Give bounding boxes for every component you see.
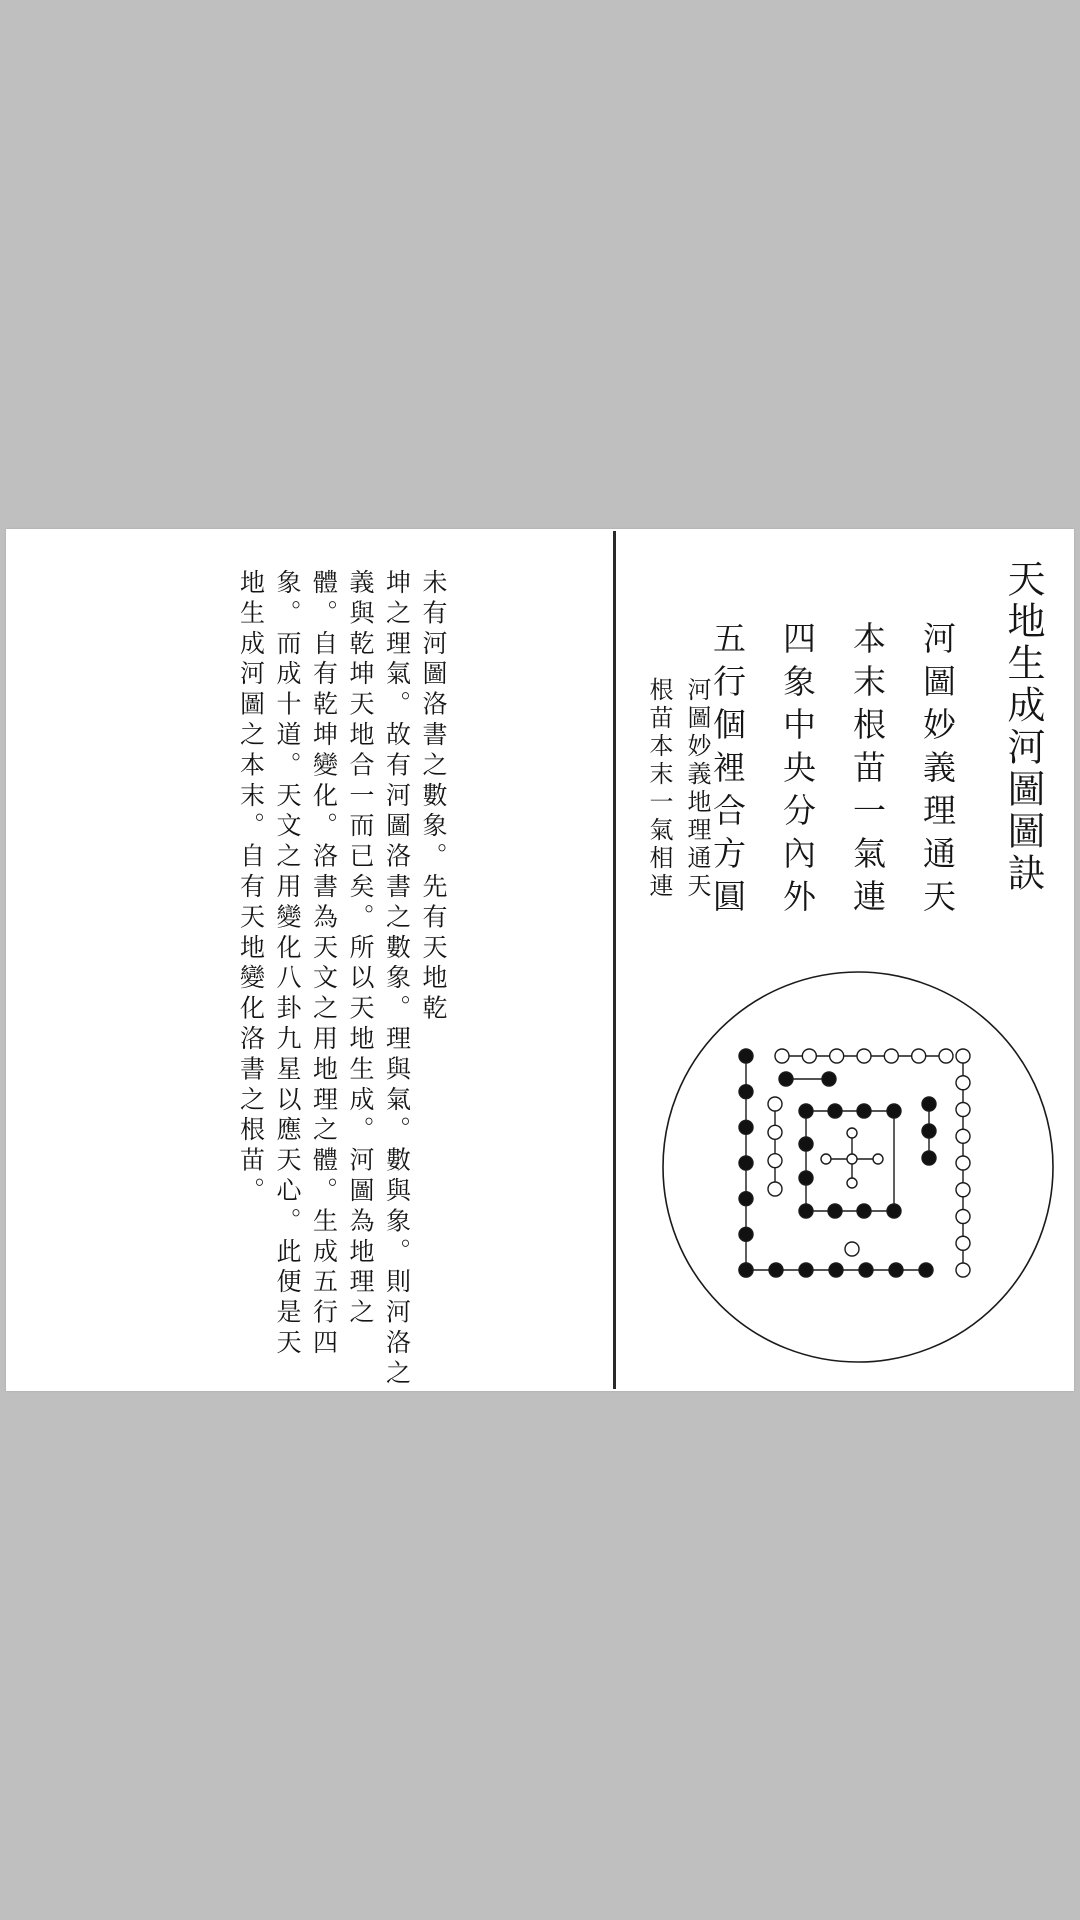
center-ten-dot	[857, 1204, 871, 1218]
center-ten-dot	[857, 1104, 871, 1118]
east-outer-nine-dot	[956, 1263, 970, 1277]
east-inner-eight-dot	[922, 1097, 936, 1111]
center-five-dot	[873, 1154, 883, 1164]
south-outer-seven-dot	[912, 1049, 926, 1063]
east-outer-nine-dot	[956, 1076, 970, 1090]
book-page-spread	[6, 529, 1074, 1391]
west-inner-nine-dot	[768, 1125, 782, 1139]
east-inner-eight-dot	[922, 1124, 936, 1138]
west-outer-four-dot	[739, 1192, 753, 1206]
east-outer-nine-dot	[956, 1103, 970, 1117]
north-outer-six-dot	[829, 1263, 843, 1277]
south-outer-seven-dot	[830, 1049, 844, 1063]
west-inner-nine-dot	[768, 1182, 782, 1196]
south-outer-seven-dot	[775, 1049, 789, 1063]
center-five-dot	[821, 1154, 831, 1164]
body-text: 未有河圖洛書之數象。先有天地乾 坤之理氣。故有河圖洛書之數象。理與氣。數與象。則河洛之 義與乾坤天地合一而已矣。所以天地生成。河圖為地理之 體。自有乾坤變化。洛書為天文之用地理之體。生成五行四 象。而成十道。天文之用變化八卦九星以應天心。此便是天 地生成河圖之本末。自有天地變化洛書之根苗。	[236, 569, 448, 1390]
south-outer-seven-dot	[939, 1049, 953, 1063]
east-outer-nine-dot	[956, 1210, 970, 1224]
east-outer-nine-dot	[956, 1183, 970, 1197]
east-inner-eight-dot	[922, 1151, 936, 1165]
north-outer-six-dot	[799, 1263, 813, 1277]
west-outer-four-dot	[739, 1085, 753, 1099]
verse-annotation: 河圖妙義地理通天 根苗本末一氣相連	[645, 677, 711, 901]
west-outer-four-dot	[739, 1156, 753, 1170]
north-outer-six-dot	[889, 1263, 903, 1277]
page-title: 天地生成河圖圖訣	[1001, 559, 1045, 895]
south-outer-seven-dot	[884, 1049, 898, 1063]
west-outer-four-dot	[739, 1263, 753, 1277]
east-outer-nine-dot	[956, 1156, 970, 1170]
north-outer-six-dot	[769, 1263, 783, 1277]
south-outer-seven-dot	[857, 1049, 871, 1063]
east-outer-nine-dot	[956, 1049, 970, 1063]
center-ten-dot	[887, 1204, 901, 1218]
center-ten-dot	[799, 1204, 813, 1218]
verse-text: 河圖妙義理通天 本末根苗一氣連 四象中央分內外 五行個裡合方圓	[708, 621, 957, 922]
center-five-dot	[847, 1154, 857, 1164]
center-ten-dot	[799, 1104, 813, 1118]
center-ten-dot	[828, 1204, 842, 1218]
hetu-diagram	[658, 967, 1058, 1367]
center-ten-dot	[799, 1137, 813, 1151]
center-five-dot	[847, 1178, 857, 1188]
diagram-outer-circle	[663, 972, 1053, 1362]
center-five-dot	[847, 1128, 857, 1138]
west-outer-four-dot	[739, 1049, 753, 1063]
south-inner-two-dot	[779, 1072, 793, 1086]
center-ten-dot	[828, 1104, 842, 1118]
south-outer-seven-dot	[802, 1049, 816, 1063]
west-inner-nine-dot	[768, 1097, 782, 1111]
south-inner-two-dot	[822, 1072, 836, 1086]
east-outer-nine-dot	[956, 1236, 970, 1250]
west-outer-four-dot	[739, 1227, 753, 1241]
north-outer-six-dot	[919, 1263, 933, 1277]
north-inner-one	[845, 1242, 859, 1256]
west-inner-nine-dot	[768, 1154, 782, 1168]
west-outer-four-dot	[739, 1120, 753, 1134]
hetu-dot-groups	[739, 1049, 970, 1277]
north-outer-six-dot	[859, 1263, 873, 1277]
center-ten-dot	[799, 1171, 813, 1185]
center-ten-dot	[887, 1104, 901, 1118]
east-outer-nine-dot	[956, 1129, 970, 1143]
page-gutter-divider	[613, 531, 616, 1389]
